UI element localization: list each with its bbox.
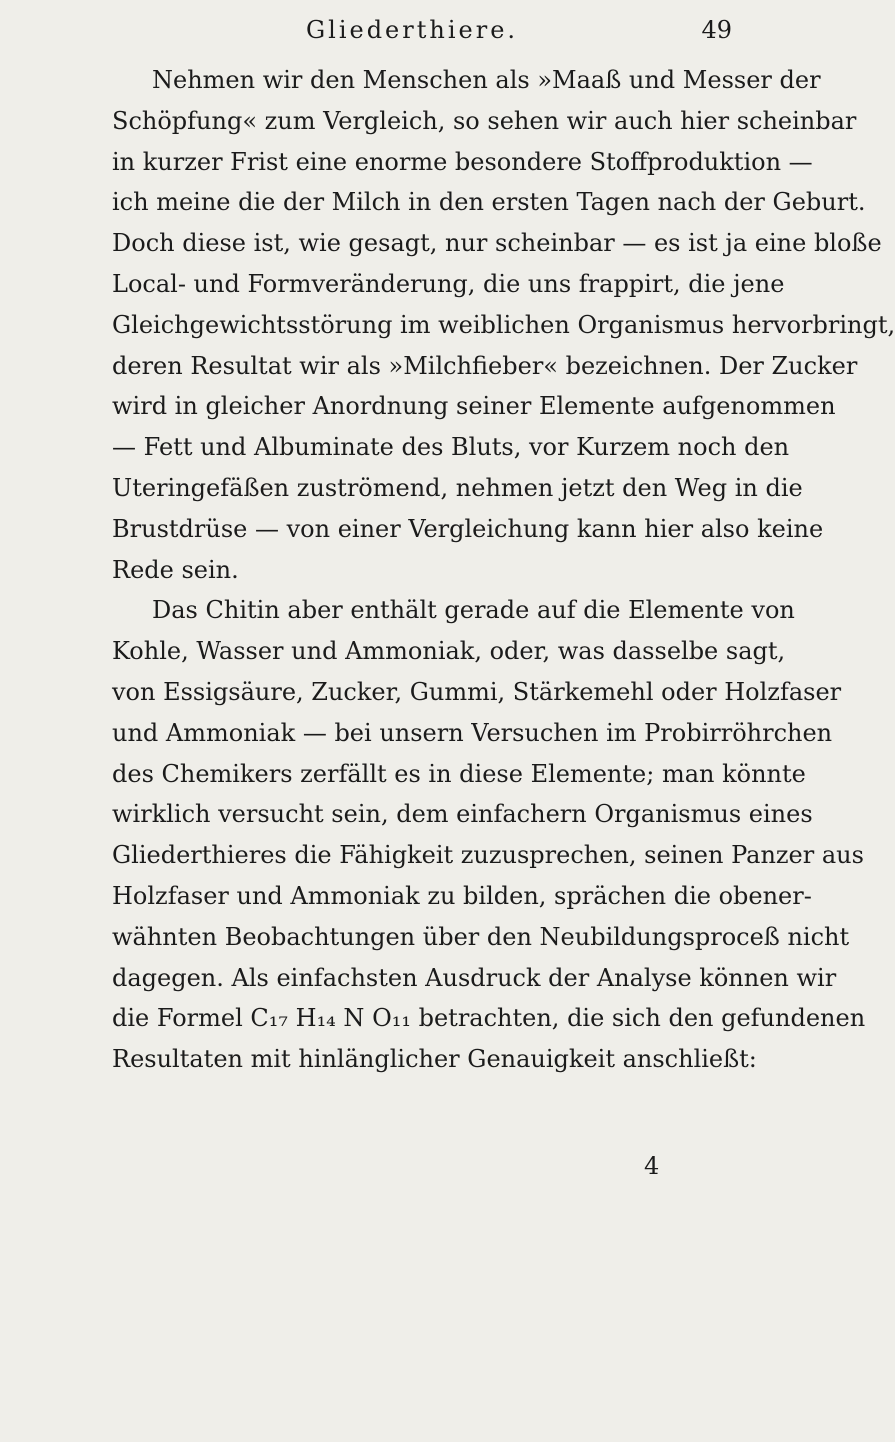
body-text: [112, 60, 895, 1080]
text-line: und Ammoniak — bei unsern Versuchen im Probirröhrchen: [112, 718, 833, 747]
text-line: wirklich versucht sein, dem einfachern Organismus eines: [112, 800, 813, 829]
text-line: Doch diese ist, wie gesagt, nur scheinbar — es ist ja eine bloße: [112, 229, 882, 258]
text-line: Schöpfung« zum Vergleich, so sehen wir auch hier scheinbar: [112, 106, 857, 135]
text-line: — Fett und Albuminate des Bluts, vor Kurzem noch den: [112, 433, 790, 462]
running-title: Gliederthiere.: [305, 16, 519, 44]
text-line: ich meine die der Milch in den ersten Tagen nach der Geburt.: [112, 188, 866, 217]
text-line: Local- und Formveränderung, die uns frappirt, die jene: [112, 269, 785, 298]
text-line: Gliederthieres die Fähigkeit zuzusprechen, seinen Panzer aus: [112, 841, 864, 870]
text-line: Nehmen wir den Menschen als »Maaß und Messer der: [152, 66, 821, 94]
text-line: Resultaten mit hinlänglicher Genauigkeit anschließt:: [112, 1045, 757, 1074]
text-line: von Essigsäure, Zucker, Gummi, Stärkemehl oder Holzfaser: [112, 677, 842, 706]
text-line: deren Resultat wir als »Milchfieber« bezeichnen. Der Zucker: [112, 351, 858, 380]
text-line: Gleichgewichtsstörung im weiblichen Organismus hervorbringt,: [112, 310, 895, 339]
text-line: dagegen. Als einfachsten Ausdruck der Analyse können wir: [112, 963, 837, 992]
text-line: die Formel C₁₇ H₁₄ N O₁₁ betrachten, die sich den gefundenen: [112, 1004, 866, 1033]
text-line: Uteringefäßen zuströmend, nehmen jetzt den Weg in die: [112, 473, 803, 502]
text-line: Brustdrüse — von einer Vergleichung kann hier also keine: [112, 514, 824, 543]
page-number: 49: [701, 16, 732, 44]
text-line: Rede sein.: [112, 555, 239, 584]
running-head: [112, 10, 732, 50]
text-line: wähnten Beobachtungen über den Neubildungsproceß nicht: [112, 922, 850, 951]
paragraph-1: [112, 60, 895, 590]
text-line: des Chemikers zerfällt es in diese Elemente; man könnte: [112, 759, 806, 788]
text-line: wird in gleicher Anordnung seiner Elemente aufgenommen: [112, 392, 836, 421]
signature-mark: 4: [644, 1152, 660, 1180]
text-line: Kohle, Wasser und Ammoniak, oder, was dasselbe sagt,: [112, 637, 786, 666]
text-line: in kurzer Frist eine enorme besondere Stoffproduktion —: [112, 147, 813, 176]
paragraph-2: [112, 590, 866, 1080]
text-line: Das Chitin aber enthält gerade auf die Elemente von: [152, 596, 795, 625]
text-line: Holzfaser und Ammoniak zu bilden, sprächen die obener-: [112, 881, 812, 910]
